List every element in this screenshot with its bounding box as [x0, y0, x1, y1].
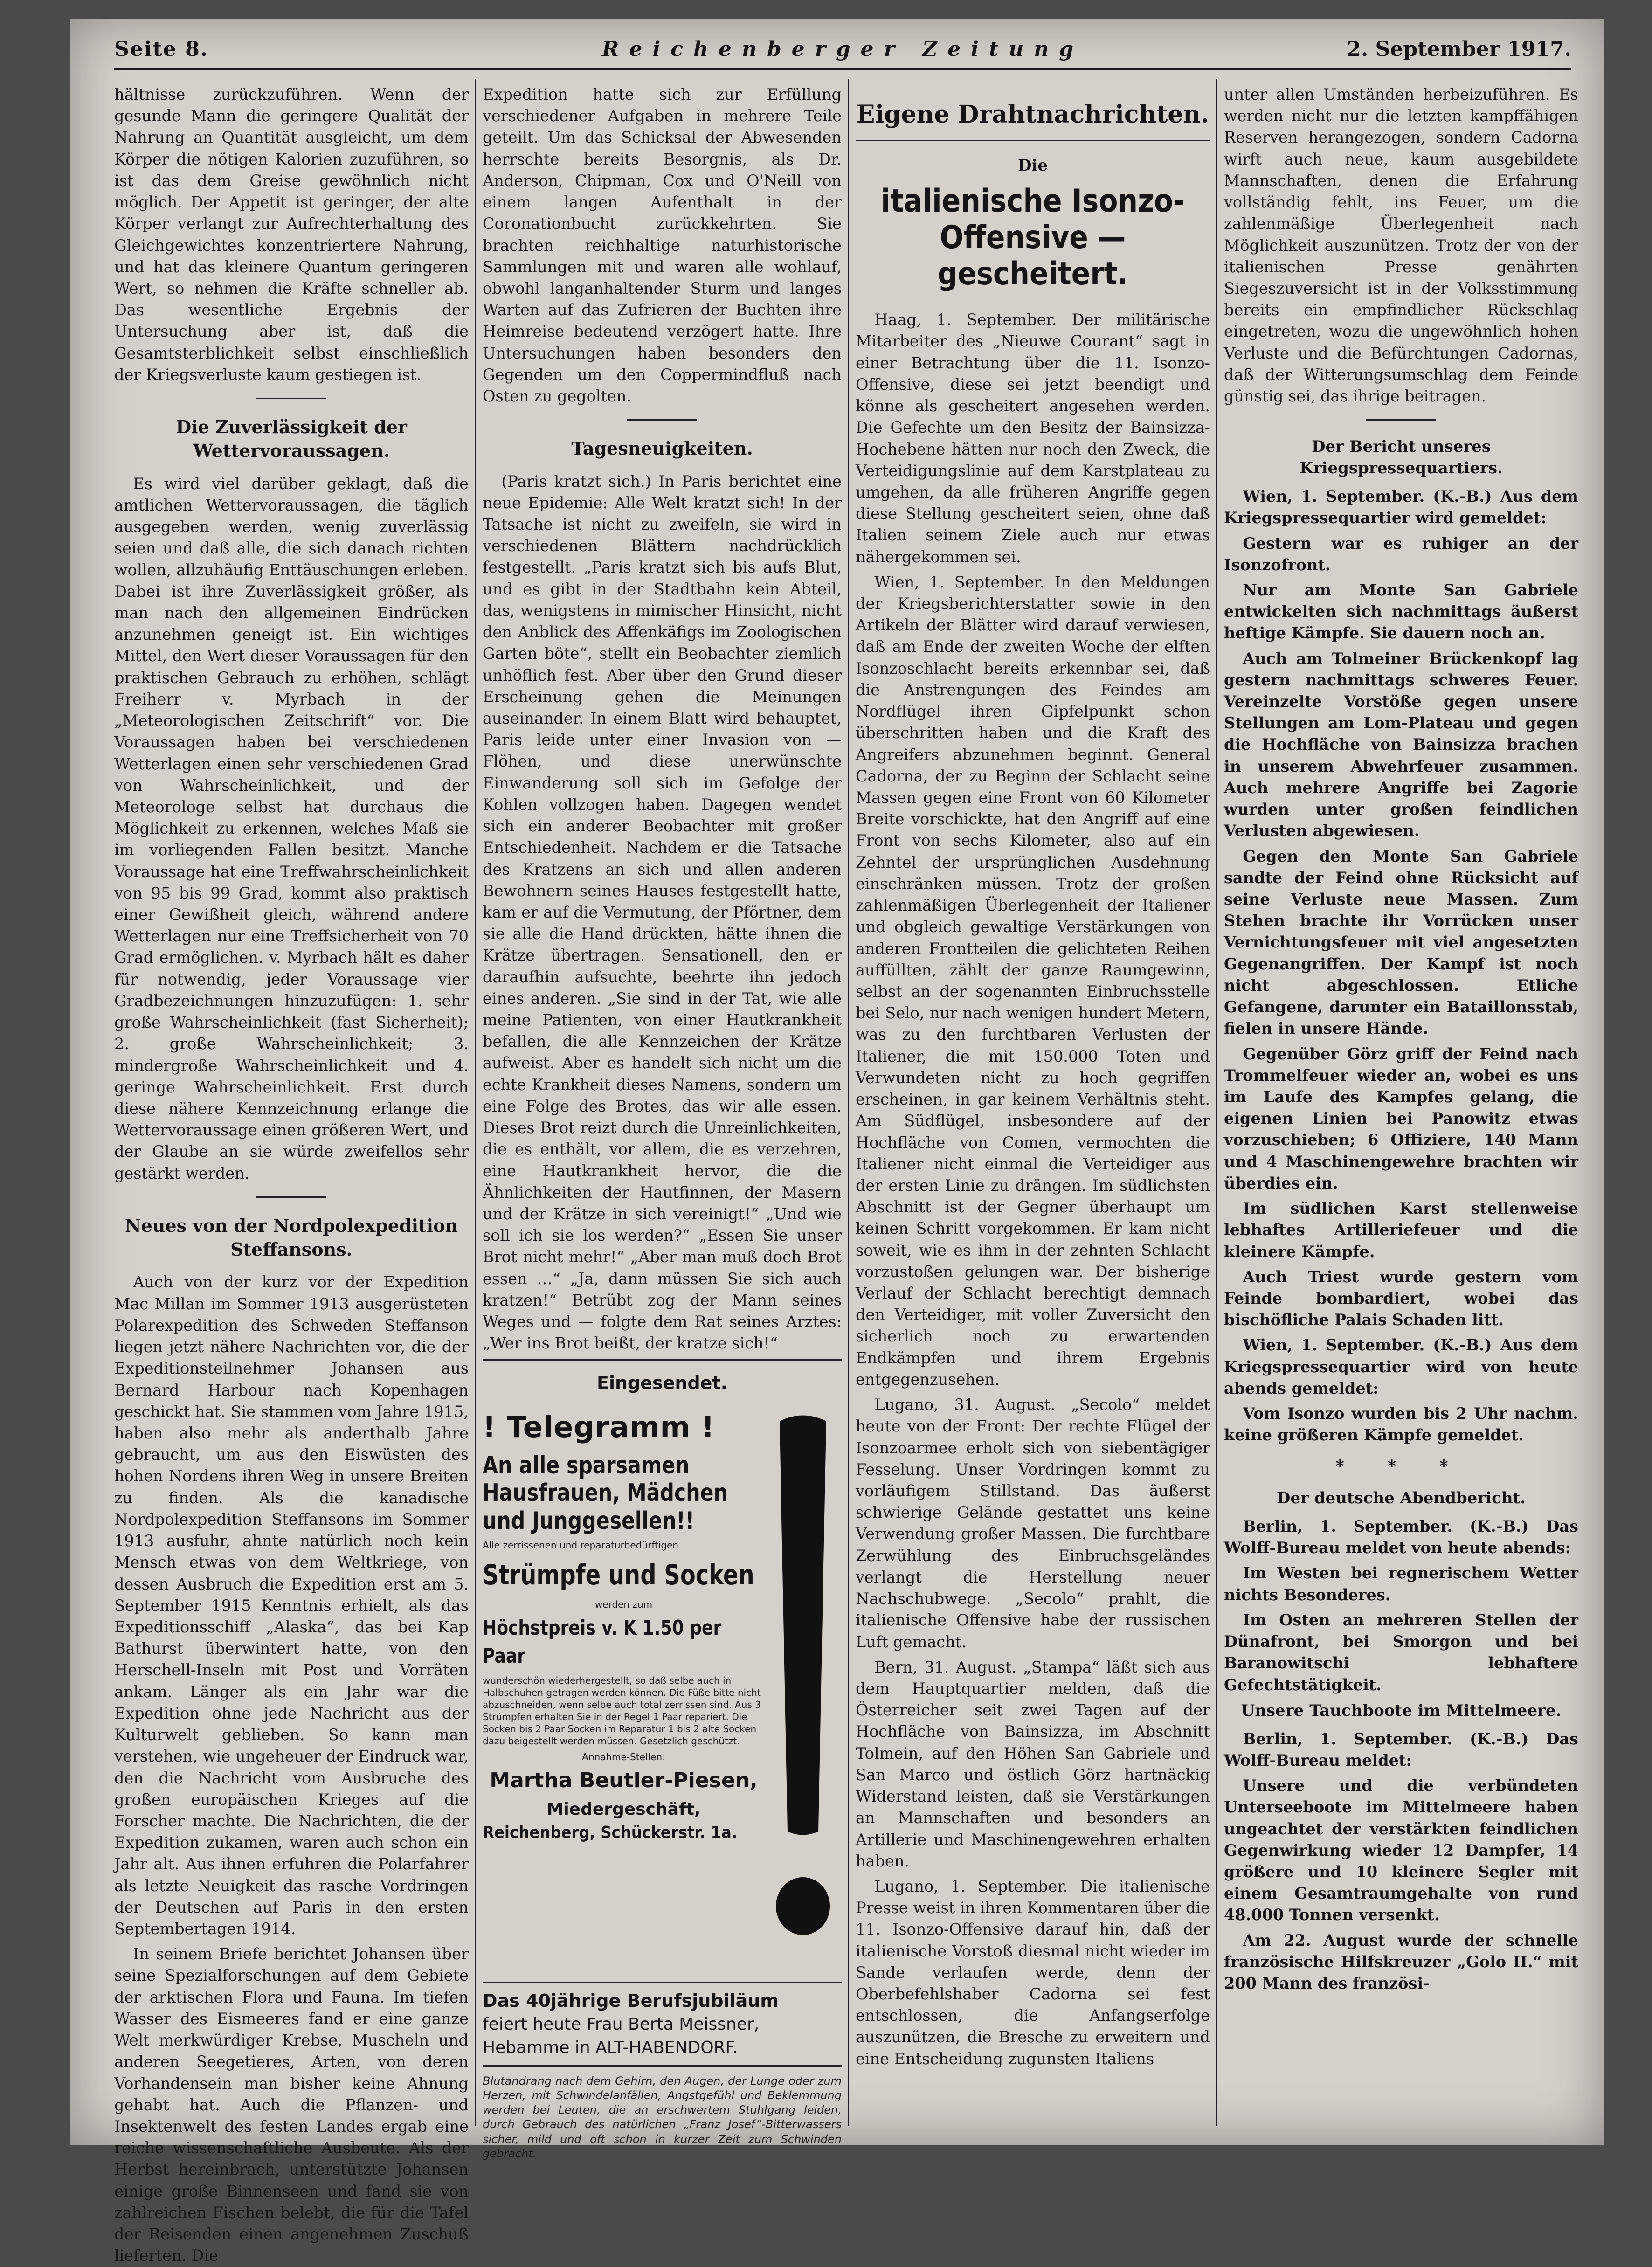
ad-firm: Martha Beutler-Piesen, — [490, 1769, 758, 1793]
headline-prefix: Die — [1017, 156, 1048, 175]
article-headline: Der Bericht unseres Kriegspressequartiers. — [1299, 437, 1503, 478]
small-ad: Blutandrang nach dem Gehirn, den Augen, der Lunge oder zum Herzen, mit Schwindelanfällen, Angstgefühl und Beklemmung werden bei Leuten, die an erschwertem Stuhlgang leiden, durch Gebrauch des natürlichen „Franz Josef“-Bitterwassers sicher, mild und oft schon in kurzer Zeit zum Schwinden gebracht. — [483, 2074, 842, 2160]
article-text: Gegen den Monte San Gabriele sandte der Feind ohne Rücksicht auf seine Verluste neue Massen. Zum Stehen brachte ihr Vorrücken unser Vernichtungsfeuer mit viel angesetzten Gegenangriffen. Der Kampf ist noch nicht abgeschlossen. Etliche Gefangene, darunter ein Bataillonsstab, fielen in unsere Hände. — [1224, 847, 1578, 1038]
separator — [256, 1196, 326, 1198]
column-rule — [1216, 79, 1217, 2126]
article-headline: Die Zuverlässigkeit der Wettervoraussagen. — [176, 416, 407, 462]
separator — [1366, 419, 1436, 421]
ad-subline: Alle zerrissenen und reparaturbedürftigen — [483, 1539, 679, 1551]
article-text: Wien, 1. September. In den Meldungen der Kriegsberichterstatter sowie in den Artikeln der Blätter wird darauf verwiesen, daß am Ende der zweiten Woche der elften Isonzoschlacht bereits erkennbar sei, daß die Anstrengungen des Feindes am Nordflügel ihren Gipfelpunkt schon überschritten haben und die Kraft des Angreifers abzunehmen beginnt. General Cadorna, der zu Beginn der Schlacht seine Massen gegen eine Front von 60 Kilometer Breite vorschickte, hat den Angriff auf eine Front von sechs Kilometer, also auf ein Zehntel der ursprünglichen Ausdehnung einschränken müssen. Trotz der großen zahlenmäßigen Überlegenheit der Italiener und obgleich gewaltige Verstärkungen von anderen Frontteilen die gelichteten Reihen auffüllten, zählt der ganze Raumgewinn, selbst an der sogenannten Einbruchsstelle bei Selo, nur nach wenigen hundert Metern, was zu den furchtbaren Verlusten der Italiener, die mit 150.000 Toten und Verwundeten nicht zu hoch gegriffen erscheinen, in gar keinem Verhältnis steht. Am Südflügel, insbesondere auf der Hochfläche von Comen, vermochten die Italiener nicht einmal die Verteidiger aus der ersten Linie zu drängen. Im südlichsten Abschnitt ist der Gegner überhaupt um keinen Schritt vorgekommen. Er kam nicht soweit, wie es ihm in der zehnten Schlacht vorzustoßen gelungen war. Der bisherige Verlauf der Schlacht berechtigt demnach den Verteidiger, mit voller Zuversicht den sicherlich noch zu erwartenden Endkämpfen und ihrem Ergebnis entgegenzusehen. — [856, 573, 1210, 1389]
page-header — [114, 35, 1571, 70]
article-text: Haag, 1. September. Der militärische Mitarbeiter des „Nieuwe Courant“ sagt in einer Betrachtung über die 11. Isonzo-Offensive, diese sei jetzt beendigt und könne als gescheitert angesehen werden. Die Gefechte um den Besitz der Bainsizza-Hochebene hätten nur noch den Zweck, die Verteidigungslinie auf dem Karstplateau zu umgehen, da alle früheren Angriffe gegen diese Stellung gescheitert seien, ohne daß Italien seinem Ziele auch nur etwas nähergekommen sei. — [856, 311, 1210, 566]
section-headline: Eigene Drahtnachrichten. — [856, 98, 1210, 141]
ad-box — [483, 1403, 842, 1971]
article-text: Auch Triest wurde gestern vom Feinde bombardiert, wobei das bischöfliche Palais Schaden litt. — [1224, 1267, 1578, 1329]
ad-product: Strümpfe und Socken — [483, 1558, 754, 1591]
article-text: Wien, 1. September. (K.-B.) Aus dem Kriegspressequartier wird von heute abends gemeldet: — [1224, 1336, 1578, 1397]
jubilee-line-2: feiert heute Frau Berta Meissner, — [483, 2015, 760, 2034]
jubilee-line-3: Hebamme in ALT-HABENDORF. — [483, 2038, 738, 2058]
article-text: Es wird viel darüber geklagt, daß die amtlichen Wettervoraussagen, die täglich ausgegeben werden, wenig zuverlässig seien und daß alle, die sich danach richten wollen, allzuhäufig Enttäuschungen erleben. Dabei ist ihre Zuverlässigkeit größer, als man nach den allgemeinen Eindrücken anzunehmen geneigt ist. Ein wichtiges Mittel, den Wert dieser Voraussagen für den praktischen Gebrauch zu erhöhen, schlägt Freiherr v. Myrbach in der „Meteorologischen Zeitschrift“ vor. Die Voraussagen haben bei verschiedenen Wetterlagen einen sehr verschiedenen Grad von Wahrscheinlichkeit, und der Meteorologe selbst hat durchaus die Möglichkeit zu erkennen, welches Maß sie im vorliegenden Fallen besitzt. Manche Voraussage hat eine Treffwahrscheinlichkeit von 95 bis 99 Grad, kommt also praktisch einer Gewißheit gleich, während andere Wetterlagen nur eine Treffsicherheit von 70 Grad ermöglichen. v. Myrbach hält es daher für notwendig, jeder Voraussage vier Gradbezeichnungen hinzuzufügen: 1. sehr große Wahrscheinlichkeit (fast Sicherheit); 2. große Wahrscheinlichkeit; 3. mindergroße Wahrscheinlichkeit und 4. geringe Wahrscheinlichkeit. Erst durch diese nähere Kennzeichnung erlange die Wettervoraussage einen größeren Wert, und der Glaube an sie würde zweifellos sehr gestärkt werden. — [114, 474, 469, 1182]
article-text: (Paris kratzt sich.) In Paris berichtet eine neue Epidemie: Alle Welt kratzt sich! In der Tatsache ist nicht zu zweifeln, sie wird in verschiedenen Blättern nachdrücklich festgestellt. „Paris kratzt sich bis aufs Blut, und es gibt in der Stadtbahn kein Abteil, das, wenigstens in mimischer Hinsicht, nicht den Anblick des Affenkäfigs im Zoologischen Garten böte“, stellt ein Beobachter ziemlich unhöflich fest. Aber über den Grund dieser Erscheinung gehen die Meinungen auseinander. In einem Blatt wird behauptet, Paris leide unter einer Invasion von — Flöhen, und diese unerwünschte Einwanderung soll sich im Gefolge der Kohlen vollzogen haben. Dagegen wendet sich ein anderer Beobachter mit großer Entschiedenheit. Nachdem er die Tatsache des Kratzens an sich und allen anderen Bewohnern seines Hauses festgestellt hatte, kam er auf die Vermutung, der Pförtner, dem sie alle die Hand drückten, hätte ihnen die Krätze übertragen. Sensationell, den er daraufhin aufsuchte, beehrte ihn jedoch eines anderen. „Sie sind in der Tat, wie alle meine Patienten, von einer Hautkrankheit befallen, die alle Kennzeichen der Krätze aufweist. Aber es handelt sich nicht um die echte Krankheit dieses Namens, sondern um eine Folge des Brotes, das wir alle essen. Dieses Brot reizt durch die Unreinlichkeiten, die es enthält, vor allem, die es verzehren, eine Hautkrankheit hervor, die die Ähnlichkeiten der Hautfinnen, der Masern und der Krätze in sich vereinigt!“ „Und wie soll ich sie los werden?“ „Essen Sie unser Brot nicht mehr!“ „Aber man muß doch Brot essen …“ „Ja, dann müssen Sie sich auch kratzen!“ Betrübt zog der Mann seines Weges und — folgte dem Rat seines Arztes: „Wer ins Brot beißt, der kratze sich!“ — [483, 472, 842, 1353]
article-text: Expedition hatte sich zur Erfüllung verschiedener Aufgaben in mehrere Teile geteilt. Um das Schicksal der Abwesenden herrschte bereits Besorgnis, als Dr. Anderson, Chipman, Cox und O'Neill von einem langen Aufenthalt in der Coronationbucht zurückkehrten. Sie brachten reichhaltige naturhistorische Sammlungen mit und waren alle wohlauf, obwohl langanhaltender Sturm und langes Warten auf das Zufrieren der Buchten ihre Heimreise bedeutend verzögert hatte. Ihre Untersuchungen haben besonders den Gegenden um den Coppermindfluß nach Osten zu gegolten. — [483, 85, 842, 406]
article-text: Gestern war es ruhiger an der Isonzofront. — [1224, 534, 1578, 574]
article-text: Am 22. August wurde der schnelle französische Hilfskreuzer „Golo II.“ mit 200 Mann des französi- — [1224, 1931, 1578, 1993]
ad-appeal: An alle sparsamen Hausfrauen, Mädchen und Junggesellen!! — [483, 1451, 728, 1535]
main-headline: italienische Isonzo-Offensive — gescheitert. — [881, 182, 1185, 293]
jubilee-notice — [483, 1982, 842, 2067]
jubilee-line-1: Das 40jährige Berufsjubiläum — [483, 1990, 779, 2011]
advertisement — [483, 1359, 842, 2161]
article-text: Nur am Monte San Gabriele entwickelten sich nachmittags äußerst heftige Kämpfe. Sie dauern noch an. — [1224, 581, 1578, 643]
article-text: Berlin, 1. September. (K.-B.) Das Wolff-Bureau meldet von heute abends: — [1224, 1517, 1578, 1557]
article-text: Vom Isonzo wurden bis 2 Uhr nachm. keine größeren Kämpfe gemeldet. — [1224, 1404, 1578, 1445]
ad-annahme: Annahme-Stellen: — [582, 1751, 665, 1763]
article-text: In seinem Briefe berichtet Johansen über seine Spezialforschungen auf dem Gebiete der arktischen Flora und Fauna. Im tiefen Wasser des Eismeeres fand er eine ganze Welt merkwürdiger Krebse, Muscheln und anderen Seegetieres, Arten, von deren Vorhandensein man bisher keine Ahnung gehabt hat. Auch die Pflanzen- und Insektenwelt des festen Landes ergab eine reiche wissenschaftliche Ausbeute. Als der Herbst hereinbrach, unterstützte Johansen einige große Binnenseen und fand sie von zahlreichen Fischen belebt, die für die Tafel der Reisenden einen angenehmen Zuschuß lieferten. Die — [114, 1945, 469, 2265]
issue-date: 2. September 1917. — [1347, 37, 1571, 61]
ad-section-title: Eingesendet. — [596, 1372, 728, 1393]
article-text: unter allen Umständen herbeizuführen. Es werden nicht nur die letzten kampffähigen Reserven herangezogen, sondern Cadorna wirft auch neue, kaum ausgebildete Mannschaften, denen die Erfahrung vollständig fehlt, ins Feuer, um die zahlenmäßige Überlegenheit nach Möglichkeit auszunützen. Trotz der von der italienischen Presse genährten Siegeszuversicht ist in der Volksstimmung bereits ein empfindlicher Rückschlag eingetreten, wozu die ungewöhnlich hohen Verluste und die Befürchtungen Cadornas, daß der Witterungsumschlag dem Feinde günstig sei, das ihrige beitragen. — [1224, 85, 1578, 406]
ad-price: Höchstpreis v. K 1.50 per Paar — [483, 1616, 722, 1668]
article-text: Berlin, 1. September. (K.-B.) Das Wolff-Bureau meldet: — [1224, 1729, 1578, 1769]
article-headline: Unsere Tauchboote im Mittelmeere. — [1241, 1701, 1562, 1720]
ad-telegram: ! Telegramm ! — [483, 1410, 715, 1444]
article-text: Lugano, 1. September. Die italienische Presse weist in ihren Kommentaren über die 11. Isonzo-Offensive darauf hin, daß der italienische Vorstoß diesmal nicht wieder im Sande verlaufen werde, denn der Oberbefehlshaber Cadorna sei fest entschlossen, die Anfangserfolge auszunützen, die Bresche zu erweitern und eine Entscheidung zugunsten Italiens — [856, 1877, 1210, 2068]
column-1 — [114, 84, 469, 2265]
column-rule — [475, 79, 476, 2126]
article-text: Auch am Tolmeiner Brückenkopf lag gestern nachmittags schweres Feuer. Vereinzelte Vorstöße gegen unsere Stellungen am Lom-Plateau und gegen die Hochfläche von Bainsizza brachen in unserem Abwehrfeuer zusammen. Auch mehrere Angriffe bei Zagorie wurden unter großen feindlichen Verlusten abgewiesen. — [1224, 649, 1578, 840]
article-text: Unsere und die verbündeten Unterseeboote im Mittelmeere haben ungeachtet der verstärkten feindlichen Gegenwirkung wieder 12 Dampfer, 14 größere und 10 kleinere Segler mit einem Gesamtraumgehalte von rund 48.000 Tonnen versenkt. — [1224, 1776, 1578, 1924]
ad-fine-print: wunderschön wiederhergestellt, so daß selbe auch in Halbschuhen getragen werden können. Die Füße bitte nicht abzuschneiden, wenn selbe auch total zerrissen sind. Aus 3 Strümpfen erhalten Sie in der Regel 1 Paar repariert. Die Socken bis 2 Paar Socken im Reparatur 1 bis 2 alte Socken dazu beigestellt werden müssen. Gesetzlich geschützt. — [483, 1675, 761, 1747]
page-number: Seite 8. — [114, 37, 209, 61]
article-text: Lugano, 31. August. „Secolo“ meldet heute von der Front: Der rechte Flügel der Isonzoarmee erholt sich von siebentägiger Fesselung. Unser Vordringen kommt zu vorläufigem Stillstand. Das äußerst schwierige Gelände gestattet uns keine Verwendung großer Massen. Die furchtbare Zerwühlung des Einbruchsgeländes verlangt die Herstellung neuer Nachschubwege. „Secolo“ prahlt, die italienische Offensive habe der russischen Luft gemacht. — [856, 1396, 1210, 1651]
exclamation-icon — [768, 1412, 838, 1962]
ad-werden: werden zum — [594, 1598, 653, 1610]
newspaper-page — [70, 19, 1604, 2265]
column-2 — [483, 84, 842, 2160]
article-text: Gegenüber Görz griff der Feind nach Trommelfeuer wieder an, wobei es uns im Laufe des Kampfes gelang, die eigenen Linien bei Panowitz etwas vorzuschieben; 6 Offiziere, 140 Mann und 4 Maschinengewehre brachten wir überdies ein. — [1224, 1044, 1578, 1192]
separator — [627, 419, 697, 421]
article-headline: Tagesneuigkeiten. — [571, 438, 753, 459]
article-text: Im südlichen Karst stellenweise lebhaftes Artilleriefeuer und die kleinere Kämpfe. — [1224, 1199, 1578, 1261]
article-text: Im Westen bei regnerischem Wetter nichts Besonderes. — [1224, 1564, 1578, 1604]
ad-text-block — [483, 1403, 765, 1844]
column-4 — [1224, 84, 1578, 2126]
article-text: Wien, 1. September. (K.-B.) Aus dem Kriegspressequartier wird gemeldet: — [1224, 487, 1578, 527]
ad-address: Reichenberg, Schückerstr. 1a. — [483, 1823, 738, 1842]
article-text: hältnisse zurückzuführen. Wenn der gesunde Mann die geringere Qualität der Nahrung an Quantität ausgleicht, um dem Körper die nötigen Kalorien zuzuführen, so ist das dem Greise gewöhnlich nicht möglich. Der Appetit ist geringer, der alte Körper verlangt zur Aufrechterhaltung des Gleichgewichtes konzentriertere Nahrung, und hat das kleinere Quantum geringeren Wert, so nehmen die Kräfte schneller ab. Das wesentliche Ergebnis der Untersuchung aber ist, daß die Gesamtsterblichkeit selbst einschließlich der Kriegsverluste kaum gestiegen ist. — [114, 85, 469, 384]
column-rule — [848, 79, 849, 2126]
article-text: Im Osten an mehreren Stellen der Dünafront, bei Smorgon und bei Baranowitschi lebhaftere Gefechtstätigkeit. — [1224, 1610, 1578, 1694]
article-headline: Der deutsche Abendbericht. — [1276, 1489, 1526, 1508]
article-text: Bern, 31. August. „Stampa“ läßt sich aus dem Hauptquartier melden, daß die Österreicher seit zwei Tagen auf der Hochfläche von Bainsizza, im Abschnitt Tolmein, auf den Höhen San Gabriele und San Marco und östlich Görz hartnäckig Widerstand leisten, daß sie Verstärkungen an Mannschaften und besonders an Artillerie und Maschinengewehren erhalten haben. — [856, 1658, 1210, 1870]
column-3 — [856, 84, 1210, 2126]
masthead: Reichenberger Zeitung — [601, 37, 1084, 61]
article-text: Auch von der kurz vor der Expedition Mac Millan im Sommer 1913 ausgerüsteten Polarexpedition des Schweden Steffanson liegen jetzt nähere Nachrichten vor, die der Expeditionsteilnehmer Johansen aus Bernard Harbour nach Kopenhagen geschickt hat. Sie stammen vom Jahre 1915, haben also mehr als anderthalb Jahre gebraucht, um aus den Eiswüsten des hohen Nordens ihren Weg in unsere Breiten zu finden. Als die kanadische Nordpolexpedition Steffansons im Sommer 1913 ausfuhr, ahnte natürlich noch kein Mensch etwas von dem Weltkriege, von dessen Ausbruch die Expedition erst am 5. September 1915 Kenntnis erhielt, als das Expeditionsschiff „Alaska“, das bei Kap Bathurst überwintert hatte, von den Herschell-Inseln mit Post und Vorräten ankam. Länger als ein Jahr war die Expedition ohne jede Nachricht aus der Kulturwelt geblieben. So kann man verstehen, wie ungeheuer der Eindruck war, den die Nachricht vom Ausbruche des großen europäischen Krieges auf die Forscher machte. Die Nachrichten, die der Expedition zukamen, waren auch schon ein Jahr alt. Aus ihnen erfuhren die Polarfahrer als letzte Neuigkeit das rasche Vordringen der Deutschen auf Paris in den ersten Septembertagen 1914. — [114, 1273, 469, 1938]
separator — [256, 398, 326, 399]
article-headline: Neues von der Nordpolexpedition Steffansons. — [124, 1215, 458, 1260]
ad-firm-type: Miedergeschäft, — [546, 1799, 701, 1819]
section-divider: * * * — [1335, 1457, 1467, 1477]
